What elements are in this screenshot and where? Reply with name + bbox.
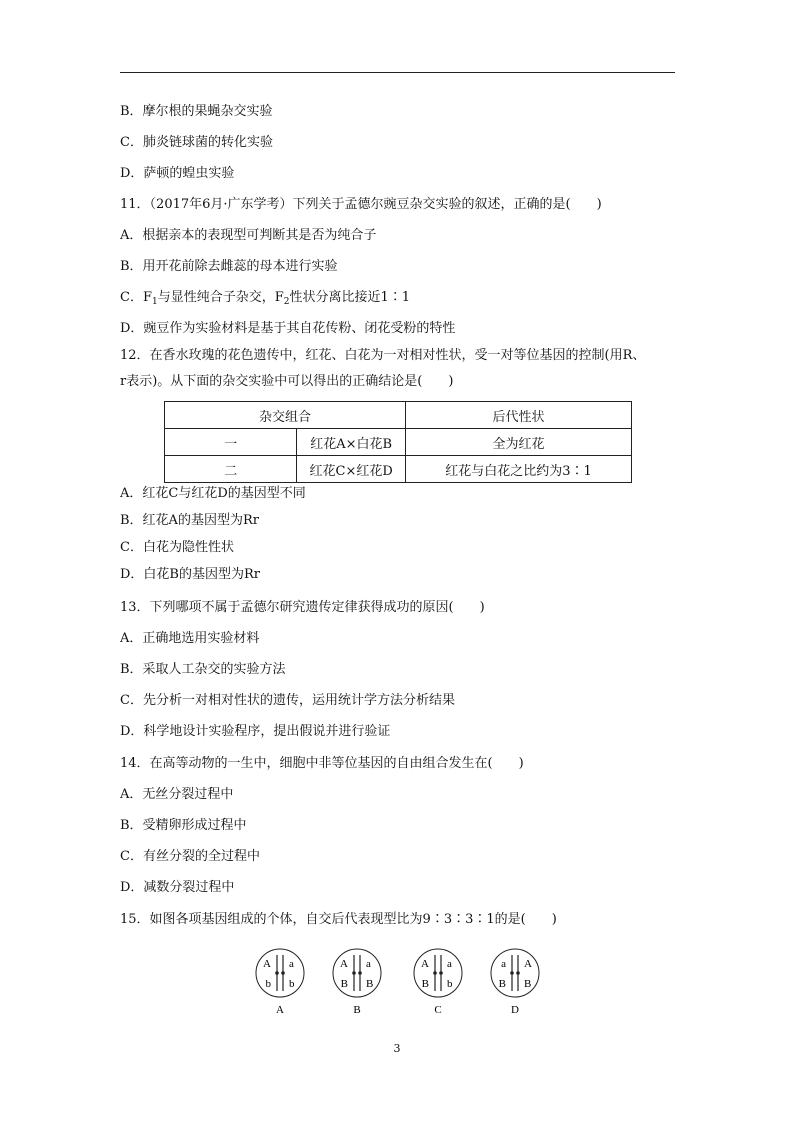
gene-bottom-right: b: [447, 978, 453, 990]
gene-top-right: A: [524, 958, 532, 970]
row-num: 二: [165, 456, 297, 483]
q11-c-sub-1: 1: [151, 297, 158, 307]
centromere-left: [433, 971, 437, 975]
gene-top-left: a: [501, 958, 506, 970]
q11-c-text-3: 性状分离比接近1∶1: [289, 290, 411, 305]
q12-option-b: B．红花A的基因型为Rr: [120, 513, 259, 528]
centromere-left: [275, 971, 279, 975]
centromere-left: [510, 971, 514, 975]
cell-label: B: [353, 1004, 361, 1016]
gene-top-left: A: [421, 958, 429, 970]
table-header-row: [165, 402, 632, 429]
q11-c-text-1: C．F: [120, 290, 152, 305]
row-result: 全为红花: [405, 429, 631, 456]
row-cross: 红花C×红花D: [297, 456, 406, 483]
q10-option-d: D．萨顿的蝗虫实验: [120, 166, 235, 181]
q14-option-b: B．受精卵形成过程中: [120, 818, 247, 833]
cell-b: [333, 949, 381, 1016]
q14-option-c: C．有丝分裂的全过程中: [120, 849, 260, 864]
q14-stem: 14．在高等动物的一生中，细胞中非等位基因的自由组合发生在( ): [120, 756, 524, 771]
gene-bottom-left: b: [265, 978, 271, 990]
cross-table: [164, 401, 632, 483]
q13-option-d: D．科学地设计实验程序，提出假说并进行验证: [120, 724, 391, 739]
chromosome-figure: [245, 947, 555, 1019]
q15-stem: 15．如图各项基因组成的个体，自交后代表现型比为9∶3∶3∶1的是( ): [120, 912, 557, 927]
header-offspring: 后代性状: [405, 402, 631, 429]
q11-c-text-2: 与显性纯合子杂交，F: [157, 290, 284, 305]
cell-label: A: [276, 1004, 284, 1016]
q13-option-a: A．正确地选用实验材料: [120, 631, 260, 646]
q11-option-d: D．豌豆作为实验材料是基于其自花传粉、闭花受粉的特性: [120, 321, 456, 336]
q11-c-sub-2: 2: [283, 297, 290, 307]
q10-option-b: B．摩尔根的果蝇杂交实验: [120, 104, 273, 119]
gene-bottom-right: B: [366, 978, 374, 990]
cell-c: [414, 949, 462, 1016]
gene-bottom-right: B: [524, 978, 532, 990]
q12-option-a: A．红花C与红花D的基因型不同: [120, 486, 306, 501]
q13-stem: 13．下列哪项不属于孟德尔研究遗传定律获得成功的原因( ): [120, 600, 485, 615]
centromere-right: [439, 971, 443, 975]
q12-stem-line2: r表示)。从下面的杂交实验中可以得出的正确结论是( ): [120, 374, 454, 389]
cell-label: C: [434, 1004, 442, 1016]
q10-option-c: C．肺炎链球菌的转化实验: [120, 135, 273, 150]
centromere-right: [516, 971, 520, 975]
gene-bottom-right: b: [289, 978, 295, 990]
centromere-right: [358, 971, 362, 975]
cell-a: [256, 949, 304, 1016]
gene-bottom-left: B: [498, 978, 506, 990]
q11-option-c: [120, 290, 410, 307]
gene-bottom-left: B: [421, 978, 429, 990]
q13-option-c: C．先分析一对相对性状的遗传，运用统计学方法分析结果: [120, 693, 455, 708]
q14-option-a: A．无丝分裂过程中: [120, 787, 234, 802]
row-num: 一: [165, 429, 297, 456]
header-rule: [120, 72, 675, 73]
q12-stem-line1: 12．在香水玫瑰的花色遗传中，红花、白花为一对相对性状，受一对等位基因的控制(用R、: [120, 348, 646, 363]
gene-bottom-left: B: [340, 978, 348, 990]
cell-membrane: [256, 949, 304, 997]
centromere-left: [352, 971, 356, 975]
q11-option-b: B．用开花前除去雌蕊的母本进行实验: [120, 259, 338, 274]
q12-option-d: D．白花B的基因型为Rr: [120, 567, 260, 582]
gene-top-left: A: [263, 958, 271, 970]
q12-option-c: C．白花为隐性性状: [120, 540, 234, 555]
page-number: 3: [393, 1042, 401, 1055]
q11-stem: 11．（2017年6月·广东学考）下列关于孟德尔豌豆杂交实验的叙述，正确的是( ): [120, 197, 602, 212]
cell-label: D: [511, 1004, 519, 1016]
gene-top-right: a: [366, 958, 371, 970]
q13-option-b: B．采取人工杂交的实验方法: [120, 662, 286, 677]
row-result: 红花与白花之比约为3∶1: [405, 456, 631, 483]
row-cross: 红花A×白花B: [297, 429, 406, 456]
q14-option-d: D．减数分裂过程中: [120, 880, 235, 895]
gene-top-left: A: [340, 958, 348, 970]
cell-d: [491, 949, 539, 1016]
table-row: [165, 456, 632, 483]
gene-top-right: a: [289, 958, 294, 970]
q11-option-a: A．根据亲本的表现型可判断其是否为纯合子: [120, 228, 377, 243]
table-row: [165, 429, 632, 456]
header-combo: 杂交组合: [165, 402, 406, 429]
gene-top-right: a: [447, 958, 452, 970]
centromere-right: [281, 971, 285, 975]
